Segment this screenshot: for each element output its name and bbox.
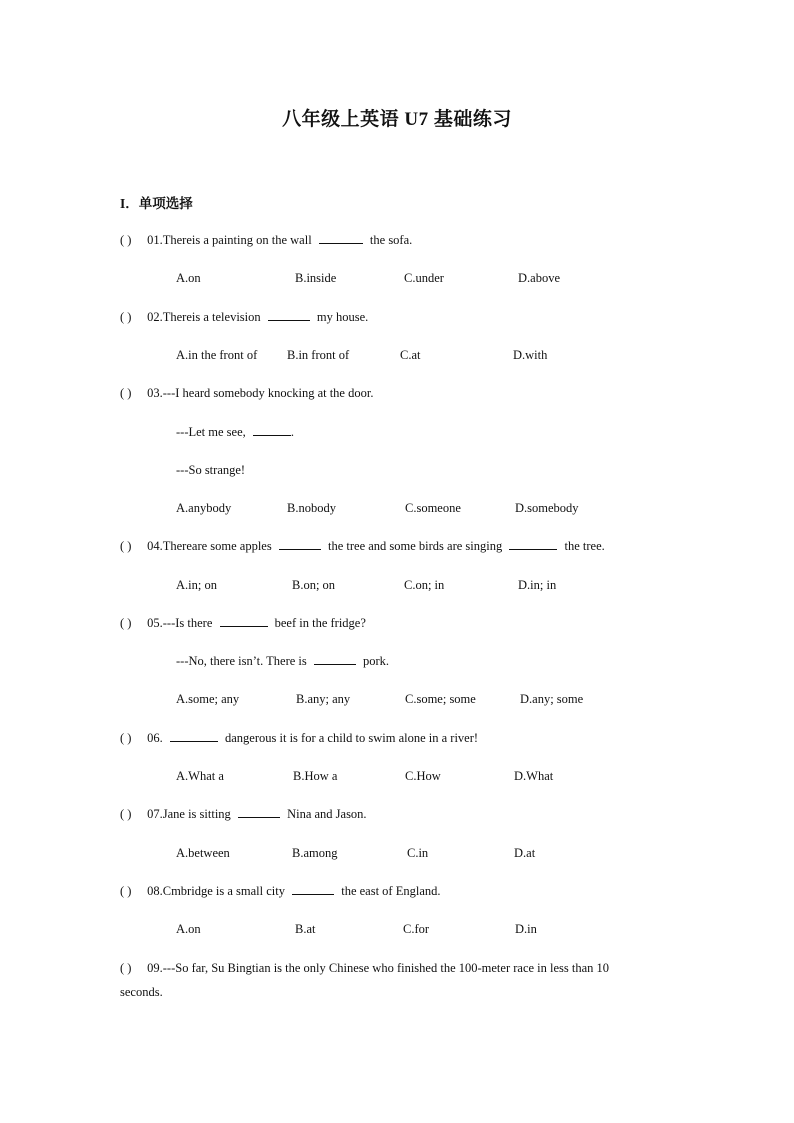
question-text-end: the tree. [564, 539, 605, 553]
dialogue-line [176, 424, 294, 440]
dialogue-text: ---No, there isn’t. There is [176, 654, 307, 668]
question-2 [120, 309, 368, 325]
option-c[interactable]: C.some; some [405, 692, 476, 706]
option-c[interactable]: C.under [404, 271, 444, 285]
option-c[interactable]: C.for [403, 922, 430, 936]
question-text-end: my house. [316, 310, 369, 324]
question-text-end: the sofa. [369, 233, 413, 247]
answer-blank [170, 730, 218, 742]
dialogue-text-end: pork. [363, 654, 390, 668]
option-d[interactable]: D.at [514, 846, 536, 860]
option-b[interactable]: B.in front of [287, 348, 350, 362]
option-d[interactable]: D.above [518, 271, 560, 285]
option-b[interactable]: B.nobody [287, 501, 336, 515]
dialogue-punct: . [290, 425, 295, 439]
answer-blank [314, 653, 356, 665]
answer-blank-2 [509, 538, 557, 550]
option-a[interactable]: A.on [176, 922, 201, 936]
option-a[interactable]: A.What a [176, 769, 224, 783]
option-b[interactable]: B.at [295, 922, 316, 936]
answer-paren[interactable]: ( ) [120, 731, 132, 745]
question-text: 04.Thereare some apples [147, 539, 272, 553]
option-a[interactable]: A.in the front of [176, 348, 258, 362]
option-b[interactable]: B.How a [293, 769, 338, 783]
option-a[interactable]: A.in; on [176, 578, 217, 592]
answer-blank [253, 424, 291, 436]
answer-paren[interactable]: ( ) [120, 807, 132, 821]
answer-paren[interactable]: ( ) [120, 386, 132, 400]
option-c[interactable]: C.at [400, 348, 421, 362]
question-1 [120, 232, 412, 248]
question-7 [120, 806, 367, 822]
answer-blank-1 [279, 538, 321, 550]
question-text: 06. [147, 731, 163, 745]
answer-blank [220, 615, 268, 627]
dialogue-line [176, 653, 389, 669]
option-d[interactable]: D.any; some [520, 692, 584, 706]
answer-paren[interactable]: ( ) [120, 539, 132, 553]
option-a[interactable]: A.between [176, 846, 230, 860]
option-b[interactable]: B.any; any [296, 692, 351, 706]
answer-paren[interactable]: ( ) [120, 884, 132, 898]
question-text: 02.Thereis a television [147, 310, 261, 324]
section-heading: I．单项选择 [120, 196, 193, 211]
answer-blank [292, 883, 334, 895]
question-text-end: Nina and Jason. [287, 807, 367, 821]
question-4 [120, 538, 605, 554]
option-d[interactable]: D.What [514, 769, 554, 783]
question-text-end: beef in the fridge? [274, 616, 366, 630]
question-text: 05.---Is there [147, 616, 213, 630]
question-9-continued: seconds. [120, 985, 163, 999]
option-c[interactable]: C.in [407, 846, 429, 860]
option-b[interactable]: B.inside [295, 271, 337, 285]
answer-blank [238, 806, 280, 818]
question-text: 03.---I heard somebody knocking at the door. [147, 386, 374, 400]
answer-paren[interactable]: ( ) [120, 233, 132, 247]
question-8 [120, 883, 441, 899]
question-text: 01.Thereis a painting on the wall [147, 233, 312, 247]
answer-paren[interactable]: ( ) [120, 616, 132, 630]
option-b[interactable]: B.among [292, 846, 338, 860]
option-c[interactable]: C.How [405, 769, 441, 783]
option-a[interactable]: A.some; any [176, 692, 240, 706]
answer-paren[interactable]: ( ) [120, 310, 132, 324]
question-text: 07.Jane is sitting [147, 807, 231, 821]
option-a[interactable]: A.anybody [176, 501, 232, 515]
question-3 [120, 385, 373, 401]
question-9 [120, 960, 609, 976]
question-6 [120, 730, 478, 746]
question-text-end: dangerous it is for a child to swim alone in a river! [225, 731, 479, 745]
option-d[interactable]: D.somebody [515, 501, 579, 515]
dialogue-line: ---So strange! [176, 463, 246, 477]
option-c[interactable]: C.on; in [404, 578, 445, 592]
question-text-end: the east of England. [341, 884, 441, 898]
option-c[interactable]: C.someone [405, 501, 461, 515]
answer-blank [268, 309, 310, 321]
option-d[interactable]: D.with [513, 348, 548, 362]
question-text-mid: the tree and some birds are singing [327, 539, 503, 553]
answer-blank [319, 232, 363, 244]
option-a[interactable]: A.on [176, 271, 201, 285]
question-text: 09.---So far, Su Bingtian is the only Chinese who finished the 100-meter race in less than 10 [147, 961, 610, 975]
dialogue-text: ---Let me see, [176, 425, 246, 439]
question-text: 08.Cmbridge is a small city [147, 884, 285, 898]
question-5 [120, 615, 366, 631]
page-title: 八年级上英语 U7 基础练习 [282, 109, 512, 130]
answer-paren[interactable]: ( ) [120, 961, 132, 975]
option-d[interactable]: D.in [515, 922, 537, 936]
option-b[interactable]: B.on; on [292, 578, 336, 592]
option-d[interactable]: D.in; in [518, 578, 557, 592]
